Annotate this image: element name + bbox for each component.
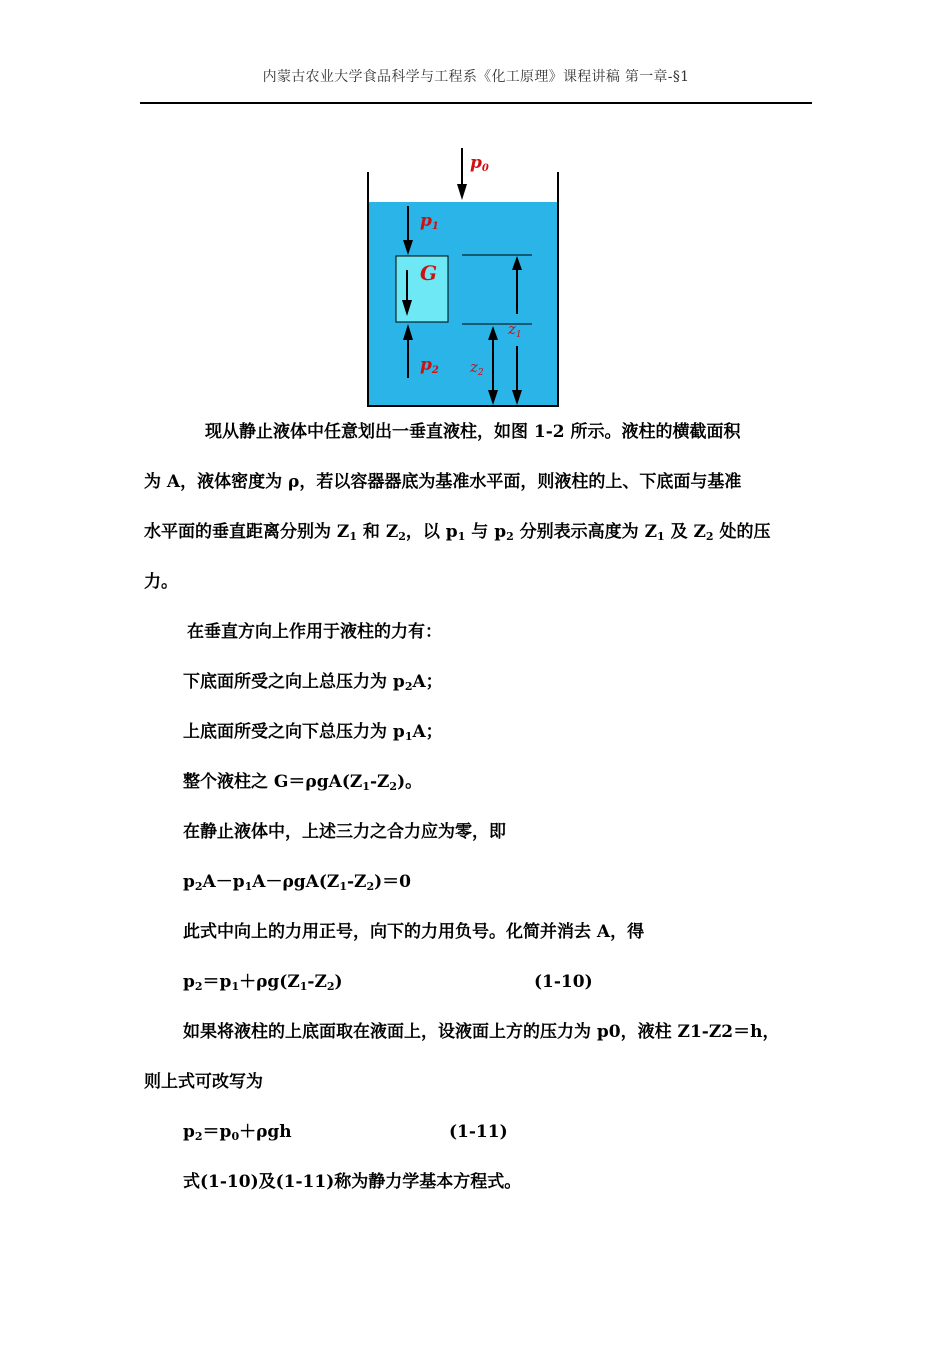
balance-line: 在静止液体中，上述三力之合力应为零，即: [183, 822, 506, 842]
gravity-line: 整个液柱之 $G=\rho gA(Z_1-Z_2)$。: [183, 772, 423, 793]
para1-line3: 水平面的垂直距离分别为 $Z_1$ 和 $Z_2$，以 $p_1$ 与 $p_2$ 分别表示高度为 $Z_1$ 及 $Z_2$ 处的压: [144, 522, 771, 543]
equation-1-11: $p_2=p_0+\rho gh$: [183, 1122, 292, 1143]
label-p1: p1: [420, 211, 439, 232]
para1-line4: 力。: [144, 572, 178, 592]
sign-note-line: 此式中向上的力用正号，向下的力用负号。化简并消去 A，得: [183, 922, 645, 942]
para1-line1: 现从静止液体中任意划出一垂直液柱，如图 1-2 所示。液柱的横截面积: [205, 422, 741, 442]
conclusion-line: 式(1-10)及(1-11)称为静力学基本方程式。: [183, 1172, 522, 1192]
equation-1-10: $p_2=p_1+\rho g(Z_1-Z_2)$: [183, 972, 343, 993]
label-p0: p0: [470, 153, 489, 174]
forces-intro: 在垂直方向上作用于液柱的力有：: [187, 622, 442, 642]
page-header: 内蒙古农业大学食品科学与工程系《化工原理》课程讲稿 第一章-§1: [262, 69, 690, 85]
label-p2: p2: [420, 355, 439, 376]
label-z2: $z_2$: [470, 358, 484, 378]
equation-1-10-number: (1-10): [534, 972, 593, 992]
balance-equation: $p_2A-p_1A-\rho gA(Z_1-Z_2)=0$: [183, 872, 411, 893]
surface-line2: 则上式可改写为: [144, 1072, 263, 1092]
equation-1-11-number: (1-11): [449, 1122, 508, 1142]
bottom-force-line: 下底面所受之向上总压力为 $p_2A$；: [183, 672, 443, 693]
liquid-column-figure: [360, 144, 570, 410]
label-z1: $z_1$: [508, 320, 522, 340]
label-G: G: [420, 261, 438, 285]
top-force-line: 上底面所受之向下总压力为 $p_1A$；: [183, 722, 443, 743]
para1-line2: 为 A，液体密度为 ρ，若以容器器底为基准水平面，则液柱的上、下底面与基准: [144, 472, 742, 492]
surface-line1: 如果将液柱的上底面取在液面上，设液面上方的压力为 p0，液柱 Z1-Z2＝h，: [183, 1022, 780, 1042]
header-rule: [140, 102, 812, 104]
